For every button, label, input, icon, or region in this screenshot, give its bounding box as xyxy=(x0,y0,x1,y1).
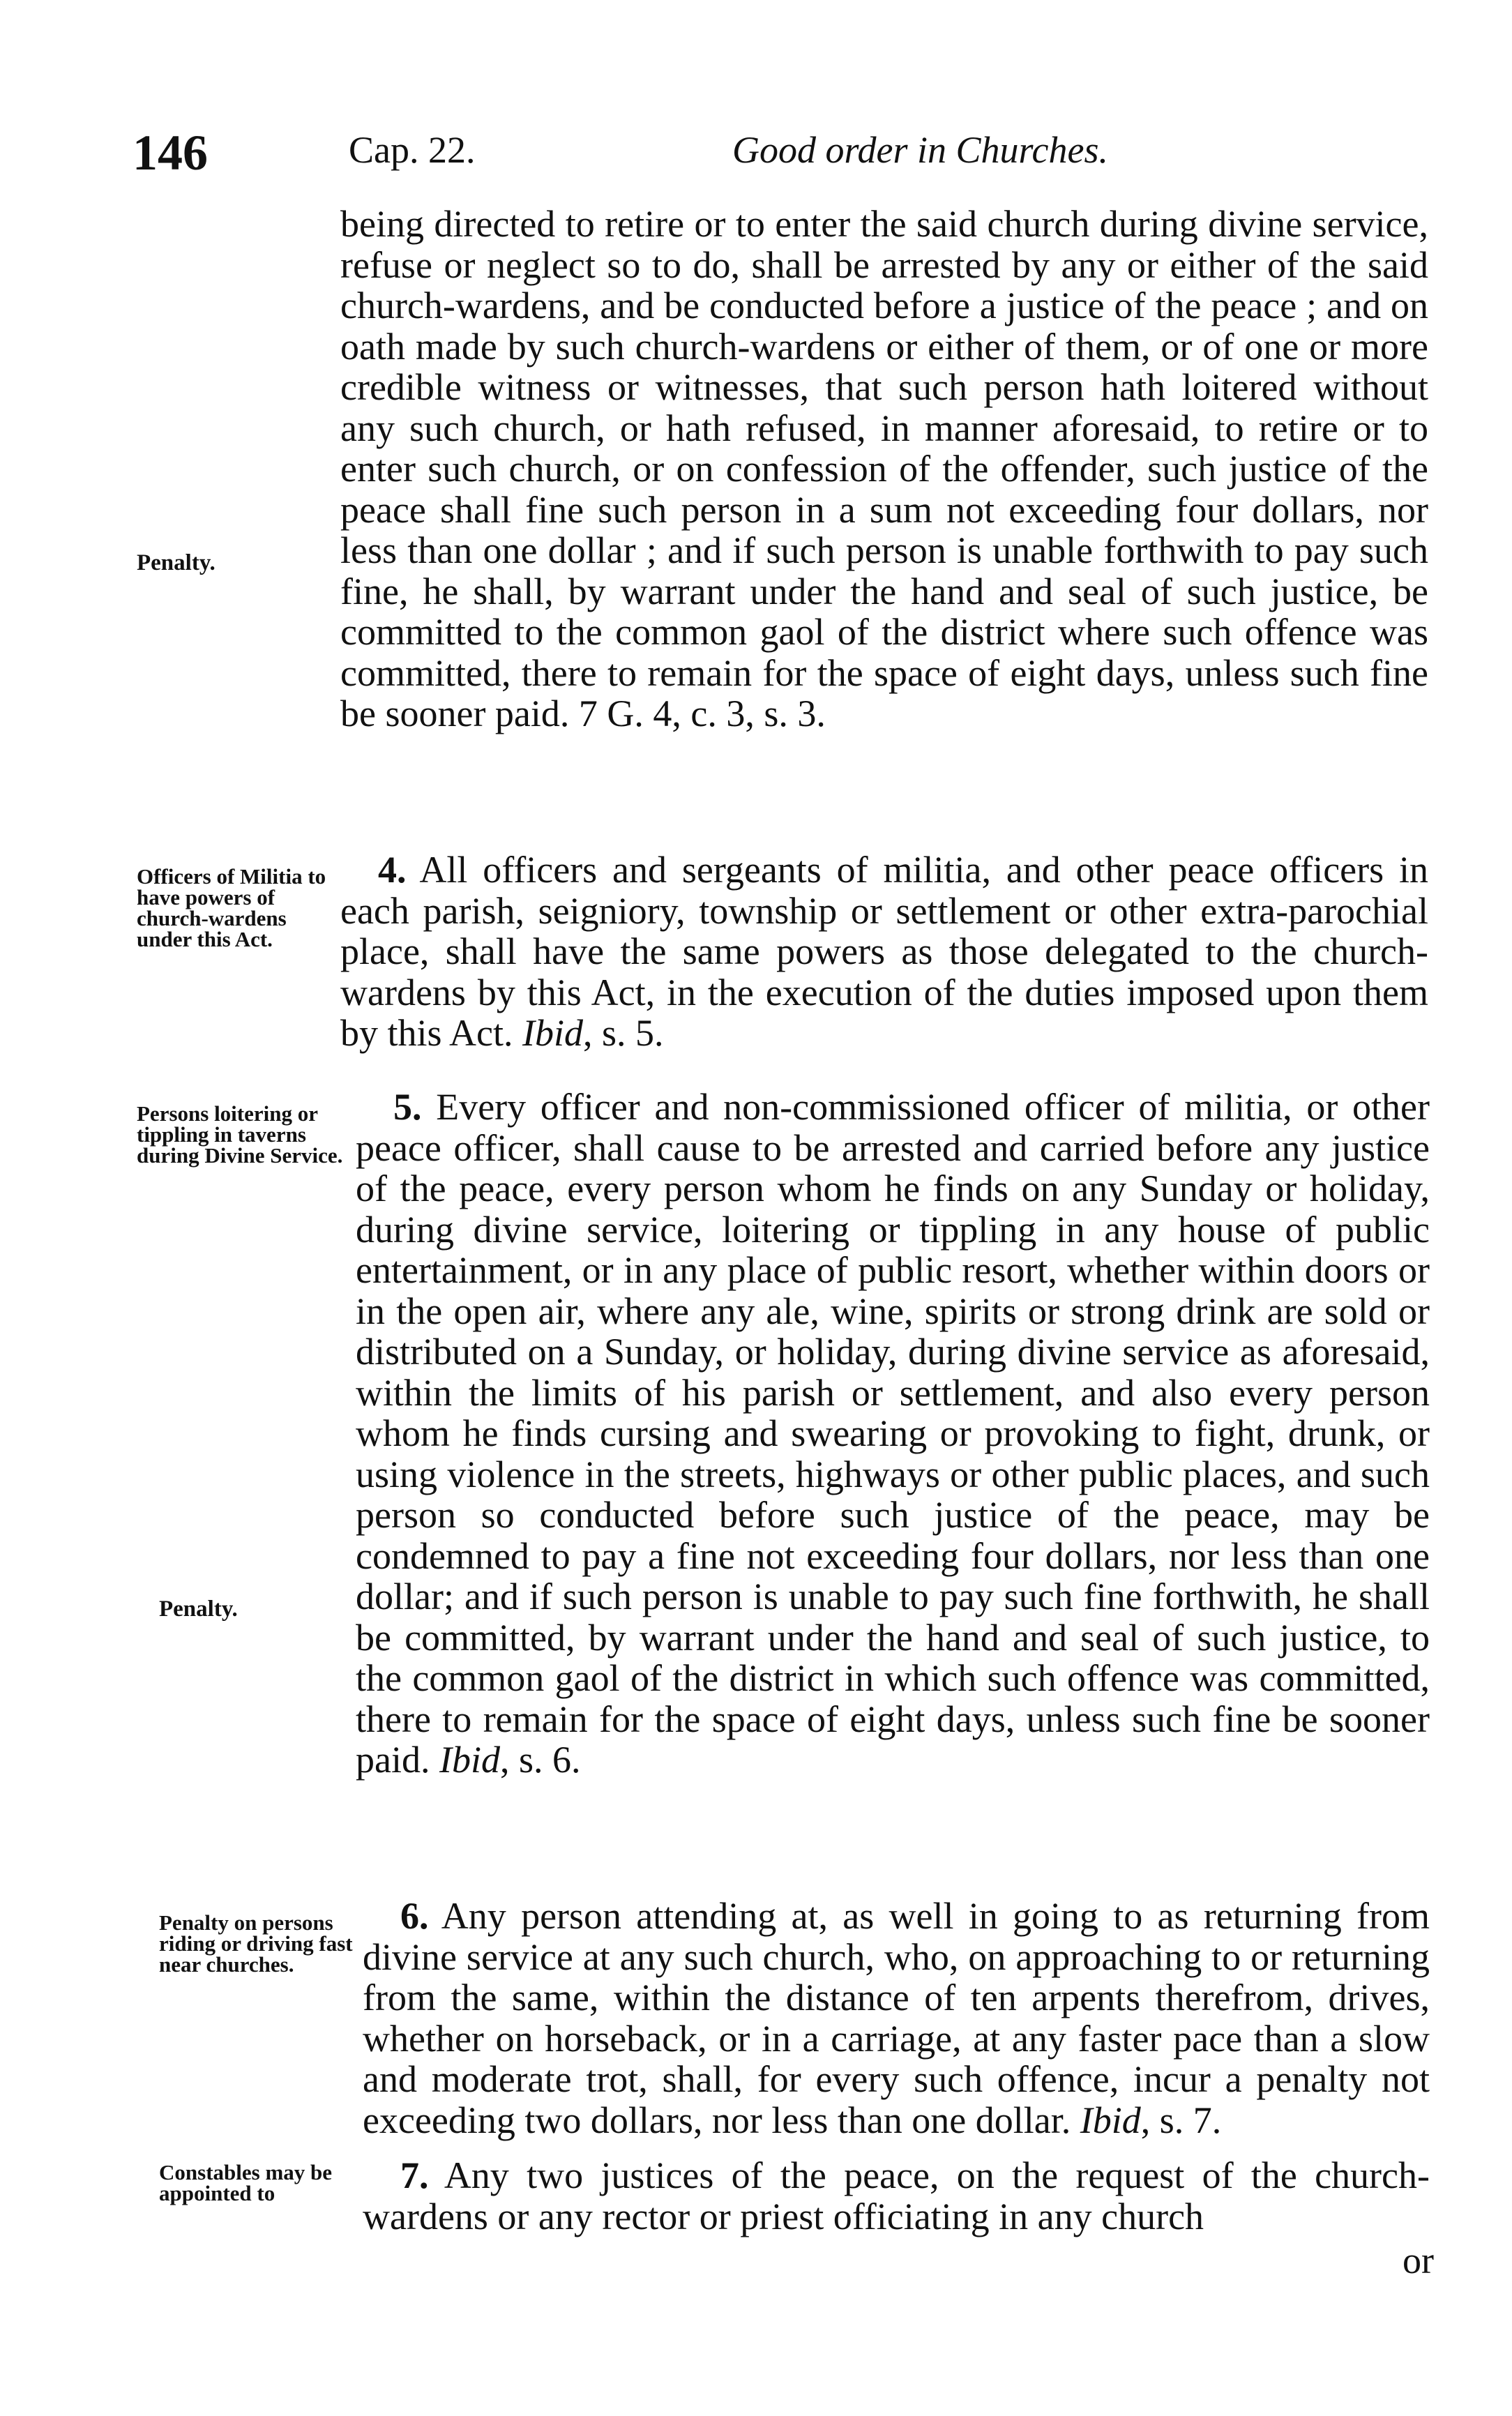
margin-note-penalty-riding: Penalty on persons riding or driving fast near churches. xyxy=(159,1910,353,1977)
running-title: Good order in Churches. xyxy=(732,129,1108,171)
section-number: 5. xyxy=(393,1086,422,1128)
section-4 xyxy=(340,850,1428,1054)
margin-note-penalty: Penalty. xyxy=(137,550,216,575)
section-text: All officers and sergeants of militia, and other peace officers in each parish, seigniory, township or settlement or other extra-parochial place, shall have the same powers as those delegated to the church-wardens by this Act, in the execution of the duties imposed upon them by this Act. xyxy=(340,849,1428,1054)
section-text: Any two justices of the peace, on the request of the church-wardens or any rector or priest officiating in any church xyxy=(363,2154,1430,2237)
page-number: 146 xyxy=(133,125,208,181)
catchword: or xyxy=(1403,2240,1434,2281)
citation: Ibid xyxy=(522,1012,584,1054)
section-5 xyxy=(356,1087,1430,1781)
citation: Ibid xyxy=(439,1739,500,1781)
citation: Ibid xyxy=(1080,2099,1141,2141)
section-number: 6. xyxy=(400,1895,429,1937)
section-text: Any person attending at, as well in going to as returning from divine service at any such church, who, on approaching to or returning from the same, within the distance of ten arpents therefrom, drives, whether on horseback, or in a carriage, at any faster pace than a slow and moderate trot, shall, for every such offence, incur a penalty not exceeding two dollars, nor less than one dollar. xyxy=(363,1895,1430,2141)
margin-note-penalty: Penalty. xyxy=(159,1596,238,1622)
section-6 xyxy=(363,1896,1430,2141)
citation-tail: , s. 5. xyxy=(583,1012,664,1054)
margin-note-persons-loitering: Persons loitering or tippling in taverns during Divine Service. xyxy=(137,1101,343,1168)
continuation-text: being directed to retire or to enter the said church during divine service, refuse or neglect so to do, shall be arrested by any or either of the said church-wardens, and be conducted before a justice of the peace ; and on oath made by such church-wardens or either of them, or of one or more credible witness or witnesses, that such person hath loitered without any such church, or hath refused, in manner aforesaid, to retire or to enter such church, or on confession of the offender, such justice of the peace shall fine such person in a sum not exceeding four dollars, nor less than one dollar ; and if such person is unable forthwith to pay such fine, he shall, by warrant under the hand and seal of such justice, be committed to the common gaol of the district where such offence was committed, there to remain for the space of eight days, unless such fine be sooner paid. 7 G. 4, c. 3, s. 3. xyxy=(340,203,1428,734)
continuation-paragraph xyxy=(340,204,1428,734)
citation-tail: , s. 7. xyxy=(1140,2099,1222,2141)
chapter-label: Cap. 22. xyxy=(349,129,476,171)
section-text: Every officer and non-commissioned officer of militia, or other peace officer, shall cause to be arrested and carried before any justice of the peace, every person whom he finds on any Sunday or holiday, during divine service, loitering or tippling in any house of public entertainment, or in any place of public resort, whether within doors or in the open air, where any ale, wine, spirits or strong drink are sold or distributed on a Sunday, or holiday, during divine service as aforesaid, within the limits of his parish or settlement, and also every person whom he finds cursing and swearing or provoking to fight, drunk, or using violence in the streets, highways or other public places, and such person so conducted before such justice of the peace, may be condemned to pay a fine not exceeding four dollars, nor less than one dollar; and if such person is unable to pay such fine forthwith, he shall be committed, by warrant under the hand and seal of such justice, to the common gaol of the district in which such offence was committed, there to remain for the space of eight days, unless such fine be sooner paid. xyxy=(356,1086,1430,1781)
margin-note-constables: Constables may be appointed to xyxy=(159,2160,333,2205)
section-7 xyxy=(363,2155,1430,2237)
margin-note-officers-militia: Officers of Militia to have powers of church-wardens under this Act. xyxy=(137,864,326,951)
section-number: 4. xyxy=(378,849,407,891)
section-number: 7. xyxy=(400,2154,429,2196)
running-header xyxy=(133,124,1444,187)
citation-tail: , s. 6. xyxy=(499,1739,581,1781)
